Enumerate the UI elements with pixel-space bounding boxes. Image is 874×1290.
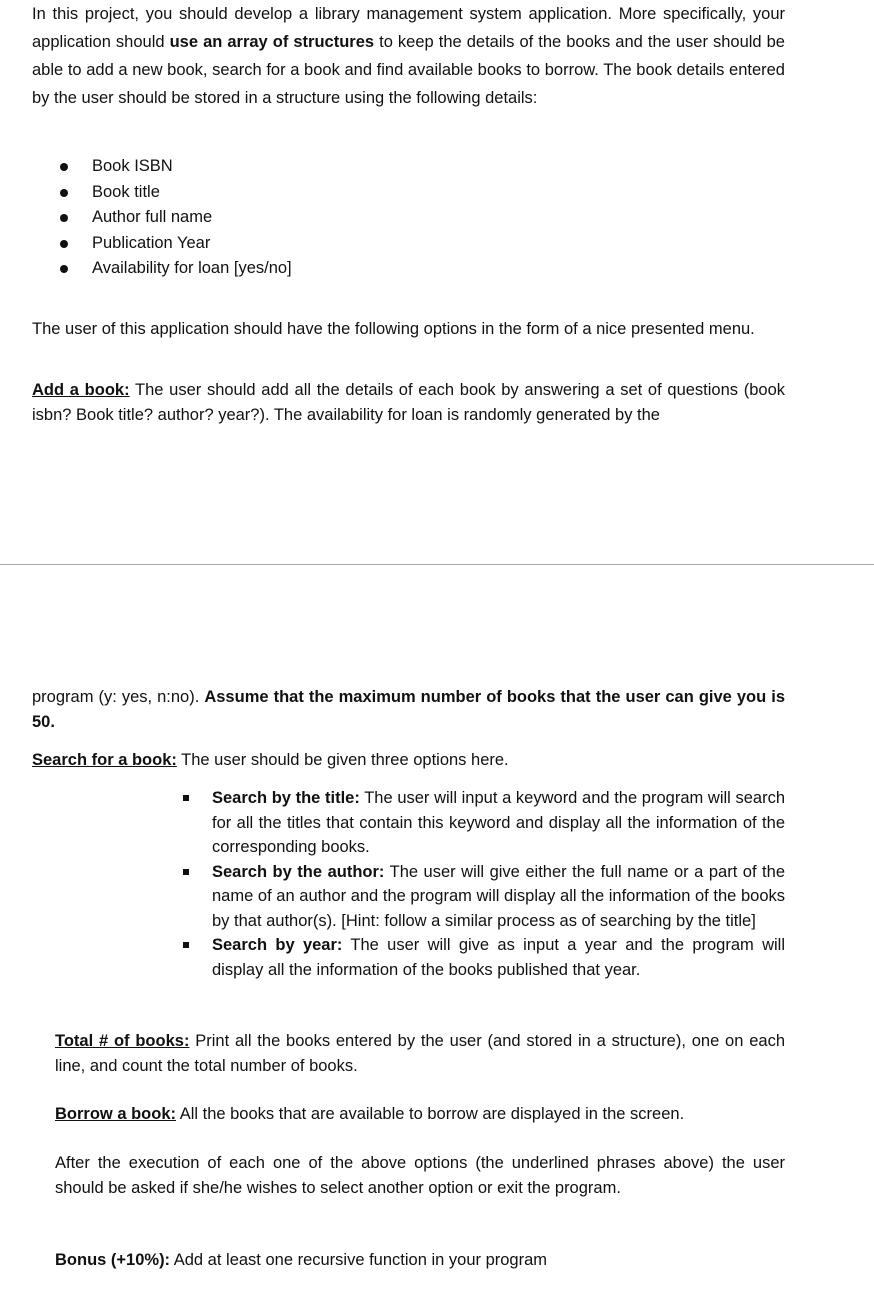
- square-bullet-icon: [183, 869, 189, 875]
- borrow-paragraph: Borrow a book: All the books that are available to borrow are displayed in the screen.: [55, 1105, 685, 1123]
- intro-text-rest: to keep the details of the books and the user should be able to add a new book, search for a book and find available books to borrow. The book details entered by the user should be stored in a structure using the following details:: [32, 33, 785, 107]
- list-item: Author full name: [0, 205, 292, 231]
- total-books-paragraph: Total # of books: Print all the books entered by the user (and stored in a structure), one on each line, and count the total number of books.: [55, 1032, 785, 1075]
- search-paragraph: Search for a book: The user should be given three options here.: [32, 751, 509, 769]
- add-book-heading: Add a book:: [32, 381, 130, 399]
- bullet-icon: [60, 189, 68, 197]
- menu-intro: The user of this application should have the following options in the form of a nice presented menu.: [32, 320, 755, 338]
- bonus-paragraph: Bonus (+10%): Add at least one recursive function in your program: [55, 1251, 548, 1269]
- book-details-list: [0, 154, 292, 282]
- total-books-heading: Total # of books:: [55, 1032, 190, 1050]
- bullet-icon: [60, 240, 68, 248]
- intro-paragraph: [32, 0, 785, 112]
- intro-bold: use an array of structures: [169, 33, 375, 51]
- list-item: Publication Year: [0, 231, 292, 257]
- bonus-label: Bonus (+10%):: [55, 1251, 171, 1269]
- intro-text: In this project, you should develop a library management system application. More specifically, your application should: [32, 5, 785, 51]
- after-paragraph: After the execution of each one of the above options (the underlined phrases above) the user should be asked if she/he wishes to select another option or exit the program.: [55, 1154, 785, 1197]
- list-item: Book ISBN: [0, 154, 292, 180]
- list-item: Availability for loan [yes/no]: [0, 256, 292, 282]
- add-book-paragraph: Add a book: The user should add all the details of each book by answering a set of questions (book isbn? Book title? author? year?). The availability for loan is randomly generated by the: [32, 381, 786, 424]
- search-options-list: [180, 786, 785, 982]
- list-item: Search by the title: The user will input a keyword and the program will search for all the titles that contain this keyword and display all the information of the corresponding books.: [180, 786, 785, 860]
- add-book-continued: program (y: yes, n:no). Assume that the maximum number of books that the user can give you is 50.: [32, 688, 786, 731]
- square-bullet-icon: [183, 942, 189, 948]
- list-item: Search by year: The user will give as input a year and the program will display all the information of the books published that year.: [180, 933, 785, 982]
- search-heading: Search for a book:: [32, 751, 177, 769]
- page-bottom: [0, 565, 874, 1290]
- list-item: Book title: [0, 180, 292, 206]
- list-item: Search by the author: The user will give either the full name or a part of the name of an author and the program will display all the information of the books by that author(s). [Hint: follow a similar process as of searching by the title]: [180, 860, 785, 934]
- max-books-note: Assume that the maximum number of books that the user can give you is 50.: [32, 688, 786, 731]
- borrow-heading: Borrow a book:: [55, 1105, 177, 1123]
- page-top: [0, 0, 874, 564]
- bullet-icon: [60, 214, 68, 222]
- square-bullet-icon: [183, 795, 189, 801]
- bullet-icon: [60, 163, 68, 171]
- bullet-icon: [60, 265, 68, 273]
